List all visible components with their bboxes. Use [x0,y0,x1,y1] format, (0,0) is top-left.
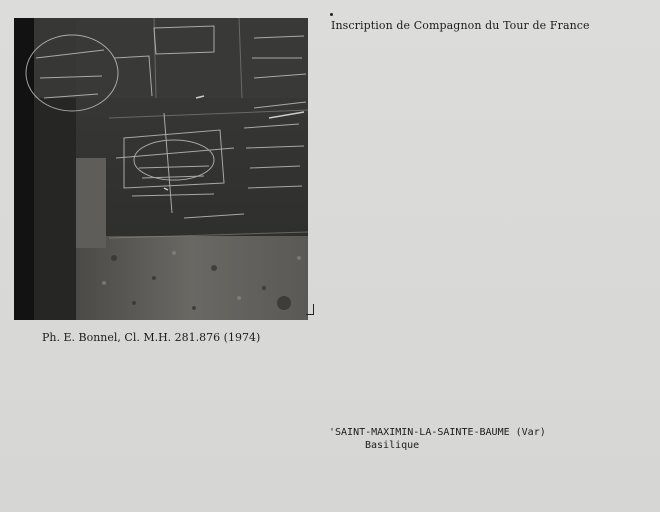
card-title: Inscription de Compagnon du Tour de France [331,19,590,32]
building-label: Basilique [365,440,420,451]
photograph-graffiti-wall-image [14,18,308,320]
location-label: 'SAINT-MAXIMIN-LA-SAINTE-BAUME (Var) [329,427,546,438]
photograph [14,18,308,320]
photo-credit: Ph. E. Bonnel, Cl. M.H. 281.876 (1974) [42,331,261,344]
corner-crop-mark [306,304,314,315]
bullet-dot [330,13,333,16]
